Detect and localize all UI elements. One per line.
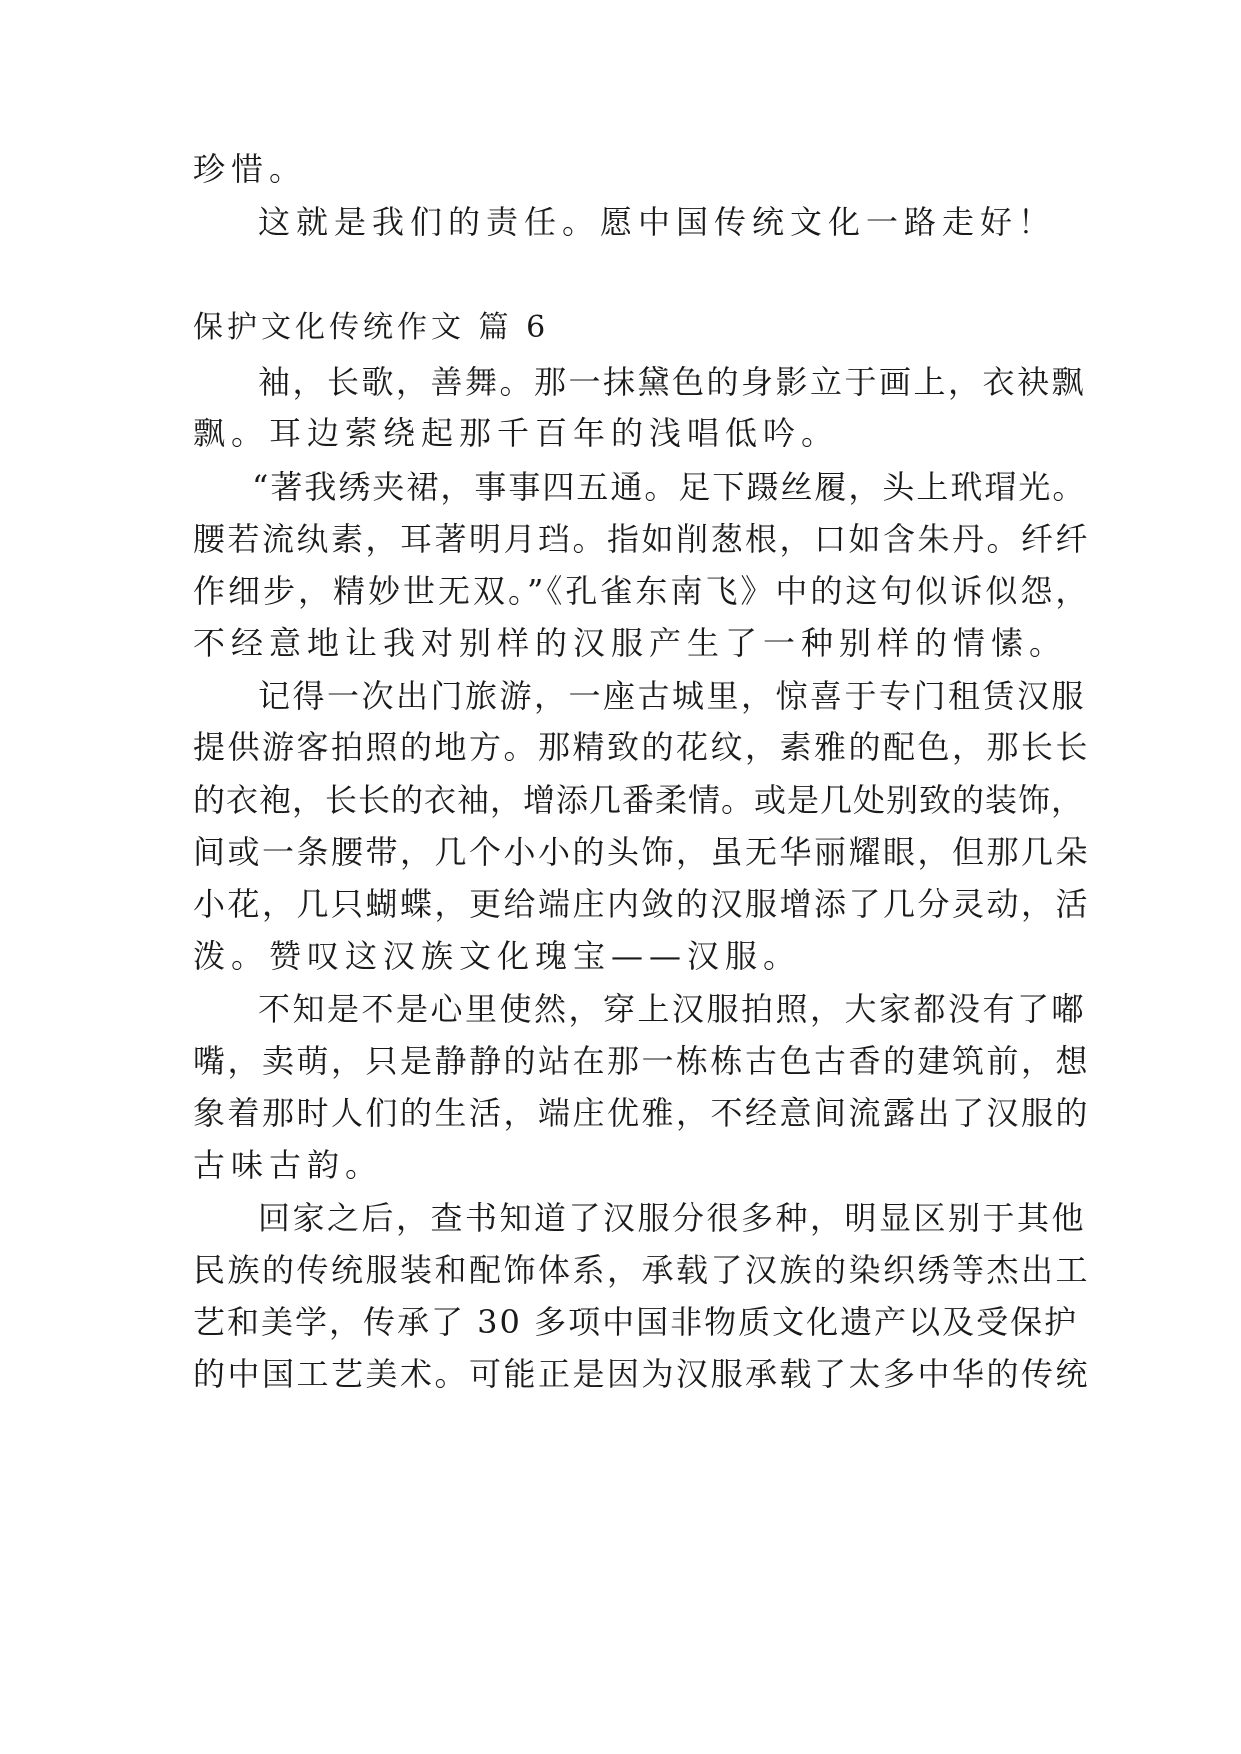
text-line: 记得一次出门旅游，一座古城里，惊喜于专门租赁汉服	[258, 677, 1087, 715]
text-line: 这就是我们的责任。愿中国传统文化一路走好！	[258, 203, 1057, 241]
text-line: 腰若流纨素，耳著明月珰。指如削葱根，口如含朱丹。纤纤	[193, 520, 1091, 558]
text-line: 回家之后，查书知道了汉服分很多种，明显区别于其他	[258, 1199, 1087, 1237]
text-line: 小花，几只蝴蝶，更给端庄内敛的汉服增添了几分灵动，活	[193, 885, 1091, 923]
text-line: 袖，长歌，善舞。那一抹黛色的身影立于画上，衣袂飘	[258, 363, 1087, 401]
text-line: 的中国工艺美术。可能正是因为汉服承载了太多中华的传统	[193, 1355, 1091, 1393]
text-line: 泼。赞叹这汉族文化瑰宝——汉服。	[193, 937, 802, 975]
text-line: 间或一条腰带，几个小小的头饰，虽无华丽耀眼，但那几朵	[193, 833, 1091, 871]
text-line: 飘。耳边萦绕起那千百年的浅唱低吟。	[193, 414, 840, 452]
text-line: 提供游客拍照的地方。那精致的花纹，素雅的配色，那长长	[193, 728, 1091, 766]
text-line: 的衣袍，长长的衣袖，增添几番柔情。或是几处别致的装饰，	[193, 781, 1085, 819]
section-heading: 保护文化传统作文 篇 6	[193, 310, 550, 345]
text-line: 不知是不是心里使然，穿上汉服拍照，大家都没有了嘟	[258, 990, 1087, 1028]
text-line: 嘴，卖萌，只是静静的站在那一栋栋古色古香的建筑前，想	[193, 1042, 1091, 1080]
text-line: 象着那时人们的生活，端庄优雅，不经意间流露出了汉服的	[193, 1094, 1091, 1132]
text-line: “著我绣夹裙，事事四五通。足下蹑丝履，头上玳瑁光。	[252, 468, 1087, 506]
text-line: 作细步，精妙世无双。”《孔雀东南飞》中的这句似诉似怨，	[193, 572, 1091, 610]
text-line: 古味古韵。	[193, 1146, 384, 1184]
text-line: 民族的传统服装和配饰体系，承载了汉族的染织绣等杰出工	[193, 1251, 1091, 1289]
text-line: 艺和美学，传承了 30 多项中国非物质文化遗产以及受保护	[193, 1303, 1079, 1341]
text-line: 不经意地让我对别样的汉服产生了一种别样的情愫。	[193, 624, 1068, 662]
text-line: 珍惜。	[193, 150, 308, 188]
